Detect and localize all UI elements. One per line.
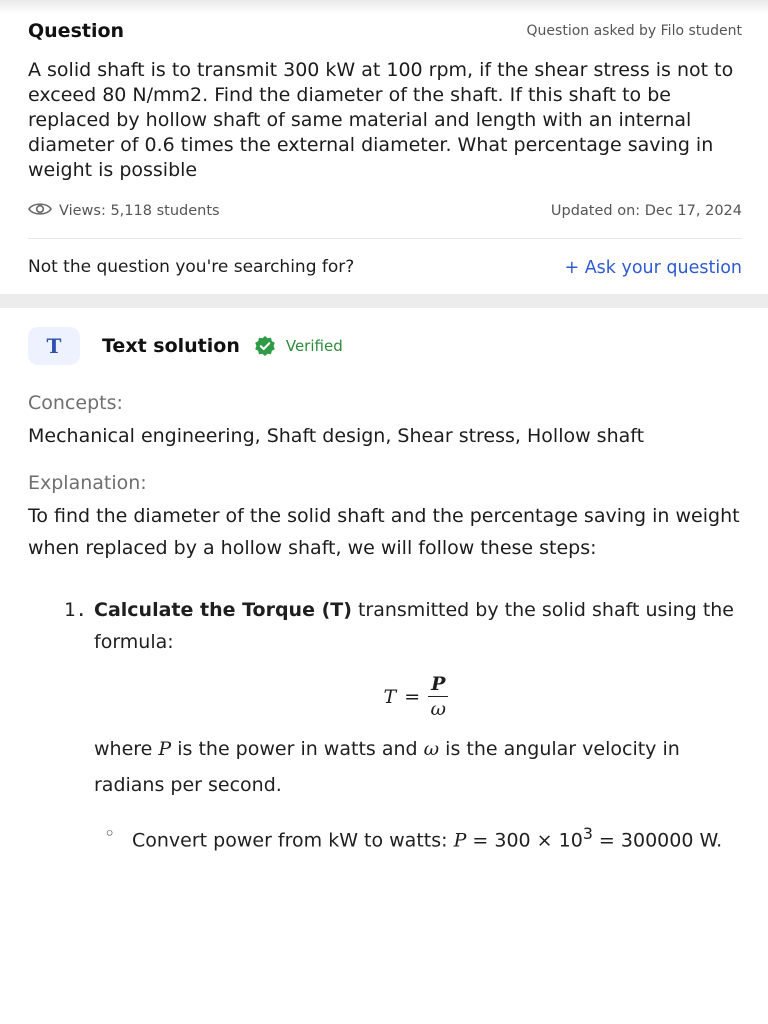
question-header [28,14,742,48]
step-item [64,594,742,803]
sub-step-text [132,815,722,859]
verified-check-icon [254,335,276,357]
text-solution-badge: T [28,327,80,365]
sub-text-1: Convert power from kW to watts: [132,829,454,852]
sub-symbol-p: P [453,829,467,852]
concepts-heading: Concepts: [28,392,123,414]
sub-text-2: = 300 × 10 [466,829,583,852]
question-card [0,14,768,294]
torque-formula [94,672,738,721]
solution-section [0,328,768,859]
solution-title: Text solution [102,335,240,357]
formula-lhs: T [383,685,397,708]
not-the-question-text: Not the question you're searching for? [28,257,355,277]
verified-label: Verified [285,337,343,355]
formula-numerator: P [428,672,448,697]
updated-date: Updated on: Dec 17, 2024 [550,203,742,219]
sub-step-item [104,815,742,859]
eye-icon [28,201,52,221]
formula-explanation [94,731,738,803]
formula-equals: = [404,685,421,708]
asked-by-label: Question asked by Filo student [526,23,742,39]
where-text-1: where [94,738,159,760]
section-separator [0,294,768,308]
sub-text-3: = 300000 W. [592,829,723,852]
solution-header [28,328,742,364]
formula-denominator: ω [430,698,447,720]
step-number: 1. [64,599,87,621]
views-label: Views: 5,118 students [59,203,220,219]
ask-question-button[interactable]: + Ask your question [564,257,742,278]
question-text: A solid shaft is to transmit 300 kW at 100 rpm, if the shear stress is not to exceed 80 N/mm2. Find the diameter of the shaft. If this shaft to be replaced by hollow shaft of same material and length with an internal diameter of 0.6 times the external diameter. What percentage saving in weight is possible [28,59,734,181]
steps-list [28,594,742,859]
question-heading: Question [28,20,125,42]
step-description: transmitted by the solid shaft using the formula: [94,599,734,653]
formula-fraction [428,672,448,721]
where-symbol-omega: ω [423,738,440,760]
views-count [28,201,220,221]
where-text-3: is the angular velocity in radians per second. [94,738,680,796]
step-heading-line [94,594,738,658]
explanation-text: To find the diameter of the solid shaft and the percentage saving in weight when replaced by a hollow shaft, we will follow these steps: [28,505,740,559]
not-the-question-bar [28,239,742,294]
concepts-text: Mechanical engineering, Shaft design, Shear stress, Hollow shaft [28,425,645,447]
explanation-heading: Explanation: [28,472,147,494]
question-meta [28,201,742,221]
top-shadow [0,0,768,14]
sub-bullet: ◦ [104,823,116,845]
step-body [94,594,742,803]
step-bold-title: Calculate the Torque (T) [94,599,352,621]
sub-exponent: 3 [582,824,593,843]
where-symbol-p: P [158,738,172,760]
where-text-2: is the power in watts and [171,738,424,760]
